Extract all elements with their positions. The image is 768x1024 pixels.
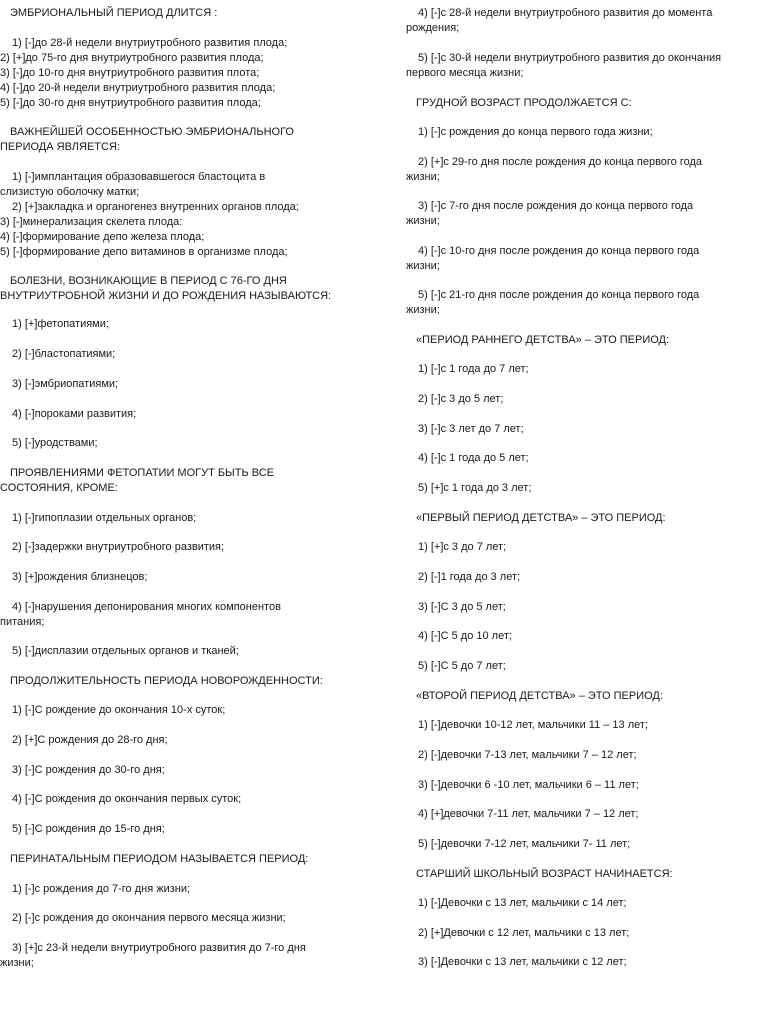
answer-option: 4) [-]нарушения депонирования многих компонентов xyxy=(12,601,281,613)
answer-option: 2) [+]С рождения до 28-го дня; xyxy=(12,734,168,746)
question-block xyxy=(0,466,360,496)
answer-option: 3) [-]С 3 до 5 лет; xyxy=(418,601,506,613)
left-column xyxy=(0,0,360,1024)
answer-option: 3) [-]С рождения до 30-го дня; xyxy=(12,764,165,776)
answer-option: жизни; xyxy=(406,260,440,272)
answer-block xyxy=(406,155,766,185)
answer-option: 4) [-]с 10-го дня после рождения до конца первого года xyxy=(418,245,700,257)
answer-option: 5) [-]до 30-го дня внутриутробного развития плода; xyxy=(0,97,261,109)
answer-block xyxy=(0,600,360,630)
answer-option: 3) [-]Девочки с 13 лет, мальчики с 12 лет; xyxy=(418,956,627,968)
answer-block xyxy=(0,822,360,837)
answer-option: 5) [+]с 1 года до 3 лет; xyxy=(418,482,532,494)
answer-option: 5) [-]С 5 до 7 лет; xyxy=(418,660,506,672)
answer-block xyxy=(0,377,360,392)
question-text: ПРОЯВЛЕНИЯМИ ФЕТОПАТИИ МОГУТ БЫТЬ ВСЕ xyxy=(10,467,275,479)
answer-block xyxy=(406,896,766,911)
answer-option: 4) [-]формирование депо железа плода; xyxy=(0,231,205,243)
question-text: «ВТОРОЙ ПЕРИОД ДЕТСТВА» – ЭТО ПЕРИОД: xyxy=(416,690,663,702)
answer-option: 2) [-]бластопатиями; xyxy=(12,348,116,360)
answer-option: 1) [+]с 3 до 7 лет; xyxy=(418,541,507,553)
answer-option: 2) [+]Девочки с 12 лет, мальчики с 13 лет; xyxy=(418,927,630,939)
answer-option: питания; xyxy=(0,616,45,628)
answer-option: 2) [+]с 29-го дня после рождения до конца первого года xyxy=(418,156,703,168)
answer-option: 4) [-]с 1 года до 5 лет; xyxy=(418,452,529,464)
question-block xyxy=(406,867,766,882)
question-block xyxy=(406,689,766,704)
answer-block xyxy=(406,570,766,585)
question-block xyxy=(0,852,360,867)
answer-option: 4) [-]с 28-й недели внутриутробного развития до момента xyxy=(418,7,713,19)
answer-option: рождения; xyxy=(406,22,460,34)
answer-option: 4) [-]С рождения до окончания первых суток; xyxy=(12,793,242,805)
question-block xyxy=(0,274,360,304)
answer-option: 2) [+]до 75-го дня внутриутробного развития плода; xyxy=(0,52,264,64)
answer-option: 3) [+]рождения близнецов; xyxy=(12,571,148,583)
answer-option: жизни; xyxy=(406,171,440,183)
answer-option: 2) [-]девочки 7-13 лет, мальчики 7 – 12 лет; xyxy=(418,749,637,761)
answer-option: первого месяца жизни; xyxy=(406,67,524,79)
answer-block xyxy=(0,317,360,332)
answer-option: 5) [-]уродствами; xyxy=(12,437,98,449)
question-text: ЭМБРИОНАЛЬНЫЙ ПЕРИОД ДЛИТСЯ : xyxy=(10,7,218,19)
answer-block xyxy=(0,882,360,897)
question-block xyxy=(406,333,766,348)
answer-option: 1) [-]до 28-й недели внутриутробного развития плода; xyxy=(12,37,288,49)
question-block xyxy=(0,6,360,21)
answer-option: 5) [-]с 21-го дня после рождения до конца первого года xyxy=(418,289,700,301)
question-text: СОСТОЯНИЯ, КРОМЕ: xyxy=(0,482,118,494)
answer-block xyxy=(406,955,766,970)
question-text: ВНУТРИУТРОБНОЙ ЖИЗНИ И ДО РОЖДЕНИЯ НАЗЫВАЮТСЯ: xyxy=(0,290,332,302)
answer-option: жизни; xyxy=(406,304,440,316)
answer-block xyxy=(0,703,360,718)
answer-option: 3) [-]с 3 лет до 7 лет; xyxy=(418,423,524,435)
answer-block xyxy=(0,763,360,778)
answer-option: 1) [-]девочки 10-12 лет, мальчики 11 – 13 лет; xyxy=(418,719,648,731)
answer-block xyxy=(0,511,360,526)
question-block xyxy=(406,511,766,526)
question-text: «ПЕРВЫЙ ПЕРИОД ДЕТСТВА» – ЭТО ПЕРИОД: xyxy=(416,512,666,524)
answer-block xyxy=(406,926,766,941)
answer-option: 3) [-]до 10-го дня внутриутробного развития плота; xyxy=(0,67,260,79)
answer-block xyxy=(406,778,766,793)
question-text: ПРОДОЛЖИТЕЛЬНОСТЬ ПЕРИОДА НОВОРОЖДЕННОСТИ: xyxy=(10,675,323,687)
answer-option: 2) [-]с 3 до 5 лет; xyxy=(418,393,504,405)
answer-option: 1) [-]Девочки с 13 лет, мальчики с 14 лет; xyxy=(418,897,627,909)
question-block xyxy=(0,674,360,689)
answer-block xyxy=(406,6,766,36)
answer-option: 2) [-]1 года до 3 лет; xyxy=(418,571,521,583)
answer-block xyxy=(406,288,766,318)
answer-option: 5) [-]формирование депо витаминов в организме плода; xyxy=(0,246,288,258)
answer-option: 1) [-]гипоплазии отдельных органов; xyxy=(12,512,197,524)
answer-block xyxy=(0,436,360,451)
answer-option: слизистую оболочку матки; xyxy=(0,186,140,198)
answer-block xyxy=(406,629,766,644)
answer-option: 1) [-]с 1 года до 7 лет; xyxy=(418,363,529,375)
answer-option: 1) [-]с рождения до 7-го дня жизни; xyxy=(12,883,191,895)
answer-block xyxy=(0,347,360,362)
question-text: «ПЕРИОД РАННЕГО ДЕТСТВА» – ЭТО ПЕРИОД: xyxy=(416,334,670,346)
answer-option: 1) [-]имплантация образовавшегося бластоцита в xyxy=(12,171,266,183)
answer-block xyxy=(0,36,360,111)
answer-block xyxy=(0,792,360,807)
answer-block xyxy=(406,837,766,852)
answer-block xyxy=(406,392,766,407)
answer-block xyxy=(406,718,766,733)
answer-block xyxy=(406,51,766,81)
answer-block xyxy=(0,733,360,748)
answer-block xyxy=(0,407,360,422)
answer-option: 4) [+]девочки 7-11 лет, мальчики 7 – 12 лет; xyxy=(418,808,639,820)
answer-block xyxy=(406,540,766,555)
answer-option: 1) [+]фетопатиями; xyxy=(12,318,109,330)
answer-option: жизни; xyxy=(406,215,440,227)
answer-block xyxy=(0,941,360,971)
answer-option: 2) [+]закладка и органогенез внутренних органов плода; xyxy=(12,201,299,213)
answer-block xyxy=(406,807,766,822)
answer-option: 3) [-]девочки 6 -10 лет, мальчики 6 – 11 лет; xyxy=(418,779,639,791)
answer-option: 1) [-]с рождения до конца первого года жизни; xyxy=(418,126,653,138)
question-text: ПЕРИОДА ЯВЛЯЕТСЯ: xyxy=(0,141,120,153)
answer-block xyxy=(406,748,766,763)
answer-block xyxy=(0,200,360,260)
answer-block xyxy=(406,422,766,437)
answer-block xyxy=(406,125,766,140)
answer-option: жизни; xyxy=(0,957,34,969)
answer-option: 2) [-]задержки внутриутробного развития; xyxy=(12,541,225,553)
answer-option: 5) [-]С рождения до 15-го дня; xyxy=(12,823,165,835)
question-text: ПЕРИНАТАЛЬНЫМ ПЕРИОДОМ НАЗЫВАЕТСЯ ПЕРИОД: xyxy=(10,853,309,865)
answer-option: 5) [-]с 30-й недели внутриутробного развития до окончания xyxy=(418,52,722,64)
answer-block xyxy=(406,362,766,377)
answer-option: 3) [-]минерализация скелета плода: xyxy=(0,216,183,228)
answer-block xyxy=(406,199,766,229)
question-block xyxy=(406,96,766,111)
answer-block xyxy=(406,600,766,615)
answer-block xyxy=(0,644,360,659)
answer-option: 1) [-]С рождение до окончания 10-х суток; xyxy=(12,704,226,716)
answer-option: 2) [-]с рождения до окончания первого месяца жизни; xyxy=(12,912,286,924)
answer-option: 3) [+]с 23-й недели внутриутробного развития до 7-го дня xyxy=(12,942,306,954)
answer-block xyxy=(406,659,766,674)
question-text: ВАЖНЕЙШЕЙ ОСОБЕННОСТЬЮ ЭМБРИОНАЛЬНОГО xyxy=(10,126,294,138)
answer-block xyxy=(0,170,360,200)
answer-block xyxy=(0,911,360,926)
answer-option: 3) [-]эмбриопатиями; xyxy=(12,378,119,390)
answer-block xyxy=(406,451,766,466)
answer-option: 4) [-]пороками развития; xyxy=(12,408,137,420)
right-column xyxy=(406,0,766,1024)
answer-block xyxy=(406,244,766,274)
question-block xyxy=(0,125,360,155)
question-text: ГРУДНОЙ ВОЗРАСТ ПРОДОЛЖАЕТСЯ С: xyxy=(416,97,632,109)
question-text: БОЛЕЗНИ, ВОЗНИКАЮЩИЕ В ПЕРИОД С 76-ГО ДНЯ xyxy=(10,275,287,287)
answer-block xyxy=(0,570,360,585)
answer-block xyxy=(406,481,766,496)
answer-option: 4) [-]до 20-й недели внутриутробного развития плода; xyxy=(0,82,276,94)
answer-option: 5) [-]девочки 7-12 лет, мальчики 7- 11 лет; xyxy=(418,838,631,850)
answer-option: 3) [-]с 7-го дня после рождения до конца первого года xyxy=(418,200,694,212)
answer-option: 4) [-]С 5 до 10 лет; xyxy=(418,630,512,642)
answer-option: 5) [-]дисплазии отдельных органов и тканей; xyxy=(12,645,239,657)
answer-block xyxy=(0,540,360,555)
question-text: СТАРШИЙ ШКОЛЬНЫЙ ВОЗРАСТ НАЧИНАЕТСЯ: xyxy=(416,868,673,880)
